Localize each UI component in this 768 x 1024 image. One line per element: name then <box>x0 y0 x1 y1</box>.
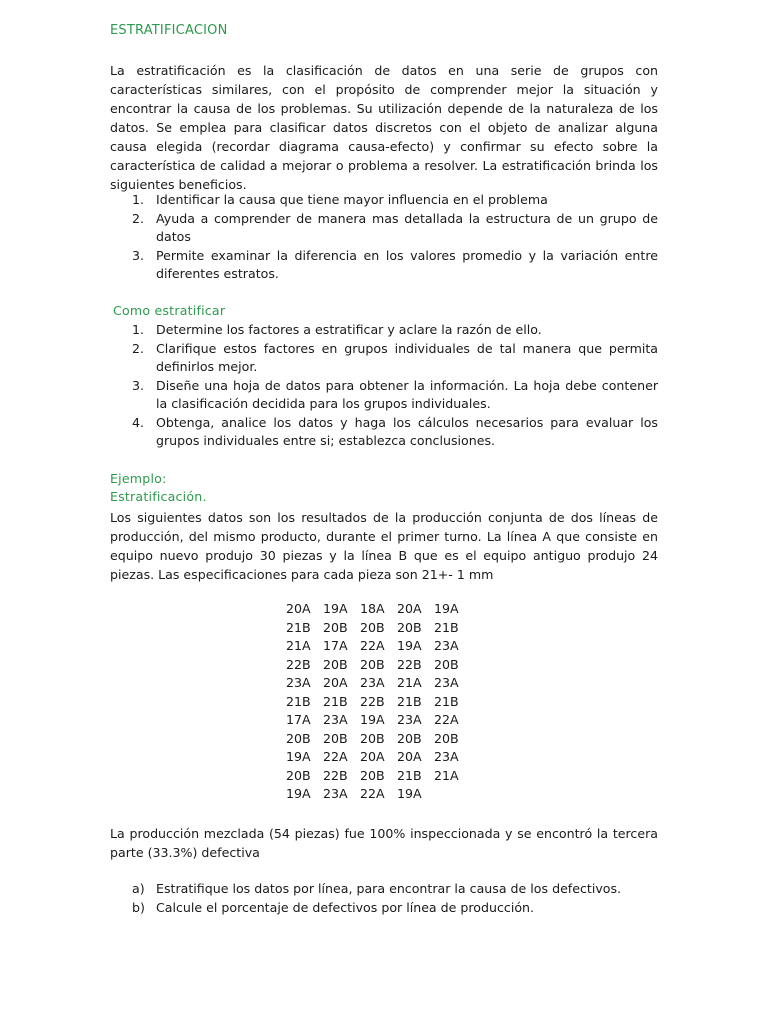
table-cell: 21A <box>434 767 459 783</box>
list-item: 4. Obtenga, analice los datos y haga los cálculos necesarios para evaluar los grupos individuales entre si; establezca conclusiones. <box>132 414 658 448</box>
list-item: b) Calcule el porcentaje de defectivos por línea de producción. <box>132 899 535 915</box>
table-cell: 18A <box>360 601 385 616</box>
table-cell: 20A <box>360 749 385 764</box>
list-item: 3. Diseñe una hoja de datos para obtener la información. La hoja debe contener la clasificación decidida para los grupos individuales. <box>132 377 658 411</box>
como-estratificar-heading: Como estratificar <box>113 303 226 318</box>
table-cell: 23A <box>360 675 385 690</box>
table-cell: 23A <box>434 638 459 653</box>
table-cell: 21A <box>286 638 311 653</box>
list-item: 1. Identificar la causa que tiene mayor influencia en el problema <box>132 192 548 207</box>
table-cell: 22A <box>360 786 385 801</box>
data-table <box>286 600 471 804</box>
table-cell: 21B <box>323 693 348 709</box>
table-cell: 19A <box>360 712 385 727</box>
list-item: a) Estratifique los datos por línea, para encontrar la causa de los defectivos. <box>132 881 622 896</box>
table-cell: 20B <box>397 730 422 746</box>
table-cell: 21B <box>397 693 422 709</box>
table-cell: 22A <box>360 638 385 653</box>
table-cell: 22B <box>397 656 422 672</box>
table-cell: 20B <box>360 730 385 746</box>
list-item: 2. Ayuda a comprender de manera mas detallada la estructura de un grupo de datos <box>132 210 658 244</box>
table-cell: 22A <box>434 712 459 727</box>
table-cell: 20A <box>397 601 422 616</box>
table-cell: 20B <box>360 656 385 672</box>
table-cell: 20B <box>286 730 311 746</box>
table-cell: 21B <box>286 693 311 709</box>
table-cell: 21B <box>434 693 459 709</box>
table-cell: 21A <box>397 675 422 690</box>
table-cell: 19A <box>286 786 311 801</box>
table-cell: 19A <box>397 786 422 801</box>
table-cell: 21B <box>397 767 422 783</box>
table-cell: 20A <box>397 749 422 764</box>
table-cell: 20B <box>397 619 422 635</box>
benefits-list <box>110 191 658 284</box>
page-title: ESTRATIFICACION <box>110 23 228 38</box>
table-cell: 23A <box>434 675 459 690</box>
table-cell: 23A <box>434 749 459 764</box>
table-cell: 21B <box>286 619 311 635</box>
table-cell: 19A <box>397 638 422 653</box>
list-item: 2. Clarifique estos factores en grupos individuales de tal manera que permita definirlos mejor. <box>132 340 658 374</box>
table-cell: 19A <box>323 601 348 616</box>
table-cell: 23A <box>286 675 311 690</box>
table-cell: 17A <box>323 638 348 653</box>
steps-list <box>110 321 658 451</box>
table-cell: 22B <box>360 693 385 709</box>
table-cell: 22B <box>323 767 348 783</box>
conclusion-paragraph: La producción mezclada (54 piezas) fue 100% inspeccionada y se encontró la tercera parte (33.3%) defectiva <box>110 826 658 860</box>
table-cell: 22B <box>286 656 311 672</box>
table-cell: 20A <box>286 601 311 616</box>
table-cell: 20A <box>323 675 348 690</box>
list-item: 1. Determine los factores a estratificar y aclare la razón de ello. <box>132 322 542 337</box>
table-cell: 22A <box>323 749 348 764</box>
questions-list <box>110 880 658 917</box>
table-cell: 23A <box>323 712 348 727</box>
table-cell: 20B <box>434 730 459 746</box>
table-cell: 23A <box>323 786 348 801</box>
table-cell: 20B <box>434 656 459 672</box>
ejemplo-heading: Ejemplo: <box>110 471 167 486</box>
intro-paragraph: La estratificación es la clasificación de datos en una serie de grupos con características similares, con el propósito de comprender mejor la situación y encontrar la causa de los problemas. Su utilización depende de la naturaleza de los datos. Se emplea para clasificar datos discretos con el objeto de analizar alguna causa elegida (recordar diagrama causa-efecto) y confirmar su efecto sobre la característica de calidad a mejorar o problema a resolver. La estratificación brinda los siguientes beneficios. <box>110 63 658 192</box>
example-paragraph: Los siguientes datos son los resultados de la producción conjunta de dos líneas de producción, del mismo producto, durante el primer turno. La línea A que consiste en equipo nuevo produjo 30 piezas y la línea B que es el equipo antiguo produjo 24 piezas. Las especificaciones para cada pieza son 21+- 1 mm <box>110 510 658 582</box>
table-cell: 19A <box>434 601 459 616</box>
table-cell: 20B <box>323 656 348 672</box>
estratificacion-heading: Estratificación. <box>110 489 207 504</box>
table-cell: 23A <box>397 712 422 727</box>
table-cell: 20B <box>360 619 385 635</box>
list-item: 3. Permite examinar la diferencia en los valores promedio y la variación entre diferentes estratos. <box>132 247 658 281</box>
table-cell: 20B <box>360 767 385 783</box>
table-cell: 20B <box>323 730 348 746</box>
table-cell: 20B <box>286 767 311 783</box>
table-cell: 17A <box>286 712 311 727</box>
table-cell <box>434 785 471 804</box>
table-cell: 19A <box>286 749 311 764</box>
table-cell: 20B <box>323 619 348 635</box>
table-cell: 21B <box>434 619 459 635</box>
